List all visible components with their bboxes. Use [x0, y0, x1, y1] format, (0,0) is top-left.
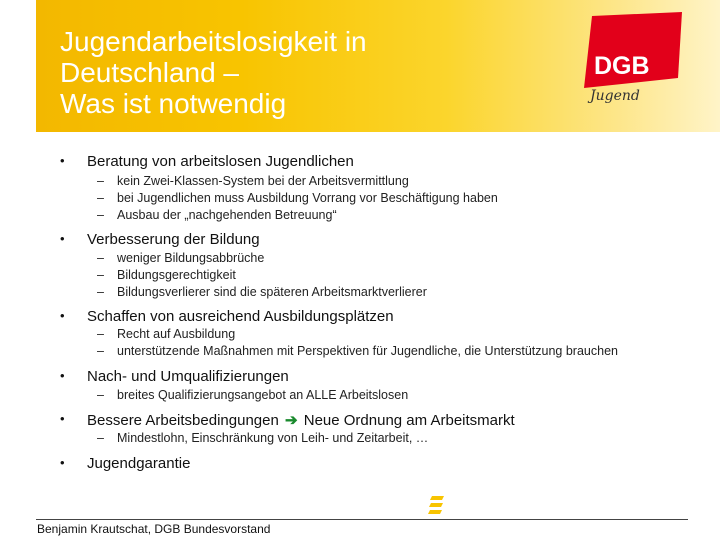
bullet-6-label: Jugendgarantie — [87, 455, 191, 472]
bullet-marker: • — [60, 153, 65, 168]
bullet-1-sub-3: Ausbau der „nachgehenden Betreuung“ — [117, 208, 337, 222]
footer-divider — [36, 519, 688, 520]
bullet-3-sub-2: unterstützende Maßnahmen mit Perspektiven für Jugendliche, die Unterstützung brauchen — [117, 344, 618, 358]
bullet-marker: • — [60, 308, 65, 323]
bullet-1-sub-1: kein Zwei-Klassen-System bei der Arbeitsvermittlung — [117, 174, 409, 188]
sub-dash: – — [97, 388, 104, 402]
logo-text: DGB — [594, 52, 650, 80]
bullet-2-label: Verbesserung der Bildung — [87, 231, 260, 248]
bullet-2-sub-2: Bildungsgerechtigkeit — [117, 268, 236, 282]
bullet-marker: • — [60, 455, 65, 470]
bullet-3-sub-1: Recht auf Ausbildung — [117, 327, 236, 341]
sub-dash: – — [97, 285, 104, 299]
sub-dash: – — [97, 431, 104, 445]
bullet-4-label: Nach- und Umqualifizierungen — [87, 368, 289, 385]
bullet-1-label: Beratung von arbeitslosen Jugendlichen — [87, 153, 354, 170]
sub-dash: – — [97, 191, 104, 205]
bullet-marker: • — [60, 368, 65, 383]
sub-dash: – — [97, 251, 104, 265]
bullet-4-sub-1: breites Qualifizierungsangebot an ALLE Arbeitslosen — [117, 388, 409, 402]
footer-author: Benjamin Krautschat, DGB Bundesvorstand — [37, 522, 271, 536]
sub-dash: – — [97, 268, 104, 282]
sub-dash: – — [97, 327, 104, 341]
slide-title: Jugendarbeitslosigkeit in Deutschland – Was ist notwendig — [60, 26, 367, 119]
sub-dash: – — [97, 344, 104, 358]
sub-dash: – — [97, 174, 104, 188]
footer-stripes-icon — [428, 494, 448, 518]
bullet-marker: • — [60, 231, 65, 246]
arrow-right-icon: ➔ — [284, 412, 298, 429]
logo-subtext: Jugend — [590, 88, 640, 104]
bullet-5-label-before: Bessere Arbeitsbedingungen — [87, 412, 279, 429]
bullet-2-sub-1: weniger Bildungsabbrüche — [117, 251, 265, 265]
bullet-5-sub-1: Mindestlohn, Einschränkung von Leih- und Zeitarbeit, … — [117, 431, 429, 445]
bullet-3-label: Schaffen von ausreichend Ausbildungsplätzen — [87, 308, 394, 325]
bullet-1-sub-2: bei Jugendlichen muss Ausbildung Vorrang vor Beschäftigung haben — [117, 191, 498, 205]
sub-dash: – — [97, 208, 104, 222]
bullet-marker: • — [60, 411, 65, 426]
bullet-5-label — [87, 411, 515, 429]
bullet-5-label-after: Neue Ordnung am Arbeitsmarkt — [303, 412, 515, 429]
bullet-2-sub-3: Bildungsverlierer sind die späteren Arbeitsmarktverlierer — [117, 285, 427, 299]
